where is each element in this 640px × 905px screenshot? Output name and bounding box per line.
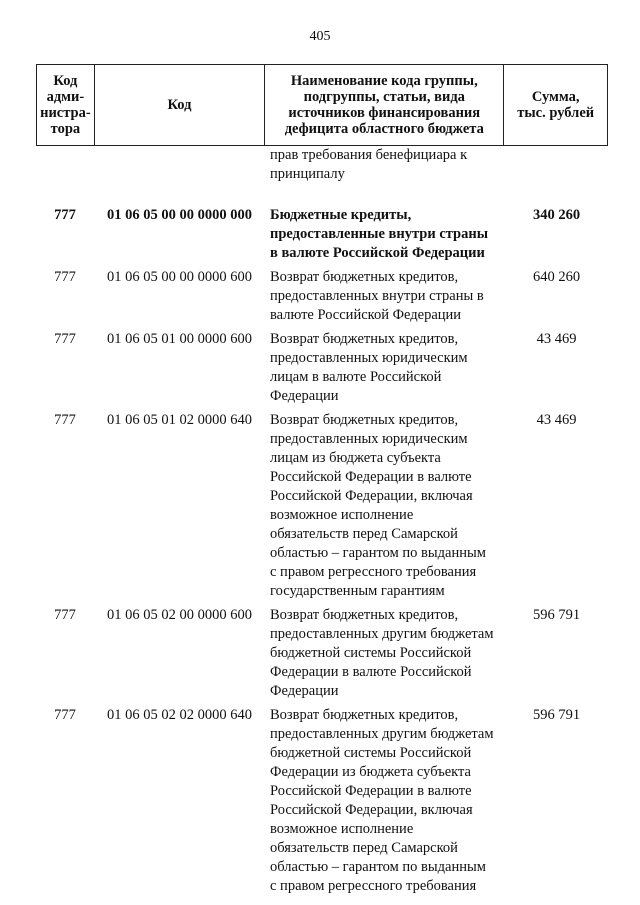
table-header [36, 64, 608, 146]
row-sum: 596 791 [532, 607, 581, 623]
header-sum-label: Сумма, тыс. рублей [517, 89, 595, 121]
row-sum: 43 469 [536, 331, 577, 347]
row-code: 01 06 05 00 00 0000 000 [107, 207, 252, 223]
table-row [36, 330, 608, 406]
row-sum: 43 469 [536, 412, 577, 428]
row-admin: 777 [54, 331, 76, 347]
header-sum [504, 65, 607, 145]
row-code: 01 06 05 01 02 0000 640 [107, 412, 252, 428]
table-row [36, 606, 608, 701]
row-code: 01 06 05 00 00 0000 600 [107, 269, 252, 285]
header-admin-code [37, 65, 95, 145]
row-code: 01 06 05 02 00 0000 600 [107, 607, 252, 623]
row-name: Возврат бюджетных кредитов, предоставленных другим бюджетам бюджетной системы Российской Федерации из бюджета субъекта Российской Федерации в валюте Российской Федерации, включая возможное исполнение обязательств перед Самарской областью – гарантом по выданным с правом регрессного требования [270, 707, 494, 894]
row-name: Возврат бюджетных кредитов, предоставленных внутри страны в валюте Российской Федерации [270, 269, 484, 323]
continuation-text: прав требования бенефициара к принципалу [270, 147, 468, 182]
row-sum: 640 260 [532, 269, 581, 285]
header-name [265, 65, 504, 145]
row-name: Возврат бюджетных кредитов, предоставленных другим бюджетам бюджетной системы Российской Федерации в валюте Российской Федерации [270, 607, 494, 699]
row-name: Возврат бюджетных кредитов, предоставленных юридическим лицам из бюджета субъекта Российской Федерации в валюте Российской Федерации, включая возможное исполнение обязательств перед Самарской областью – гарантом по выданным с правом регрессного требования государственным гарантиям [270, 412, 486, 599]
table-row [36, 206, 608, 263]
financing-table [36, 64, 608, 896]
page-number: 405 [309, 29, 331, 44]
row-sum: 340 260 [532, 207, 581, 223]
row-admin: 777 [54, 707, 76, 723]
header-name-label: Наименование кода группы, подгруппы, статьи, вида источников финансирования дефицита областного бюджета [284, 73, 484, 137]
row-admin: 777 [54, 269, 76, 285]
row-code: 01 06 05 01 00 0000 600 [107, 331, 252, 347]
row-name: Бюджетные кредиты, предоставленные внутри страны в валюте Российской Федерации [270, 207, 489, 261]
table-row [36, 411, 608, 601]
header-code-label: Код [167, 97, 192, 113]
row-name: Возврат бюджетных кредитов, предоставленных юридическим лицам в валюте Российской Федерации [270, 331, 468, 404]
row-admin: 777 [54, 412, 76, 428]
row-admin: 777 [54, 207, 76, 223]
table-row [36, 706, 608, 896]
row-admin: 777 [54, 607, 76, 623]
header-admin-code-label: Код адми- нистра- тора [40, 73, 91, 137]
row-code: 01 06 05 02 02 0000 640 [107, 707, 252, 723]
header-code [95, 65, 265, 145]
row-sum: 596 791 [532, 707, 581, 723]
table-row [36, 268, 608, 325]
